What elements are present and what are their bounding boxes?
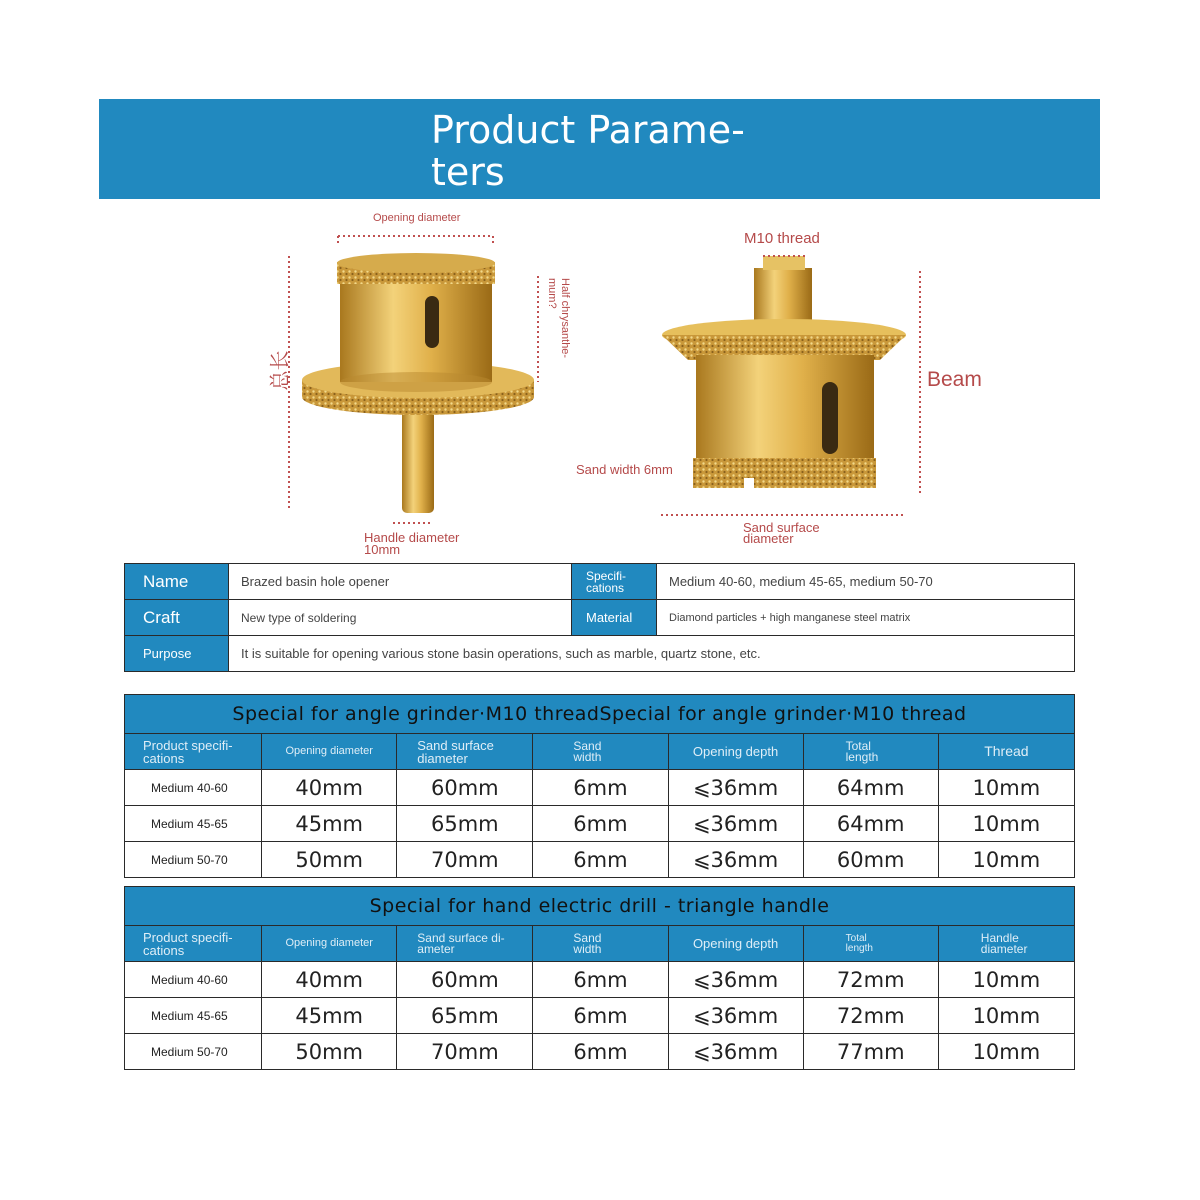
- spec-name-cell: Medium 45-65: [125, 998, 262, 1034]
- spec-name-cell: Medium 50-70: [125, 1034, 262, 1070]
- specifications-value: Medium 40-60, medium 45-65, medium 50-70: [657, 564, 1075, 600]
- spec-name-cell: Medium 50-70: [125, 842, 262, 878]
- angle-grinder-table-title: Special for angle grinder·M10 threadSpecial for angle grinder·M10 thread: [125, 695, 1075, 734]
- spec-value-cell: 10mm: [938, 806, 1074, 842]
- spec-value-cell: 60mm: [397, 962, 533, 998]
- angle-grinder-spec-table: [124, 694, 1075, 878]
- spec-value-cell: 6mm: [533, 1034, 668, 1070]
- sand-surface-diameter-label: Sand surface diameter: [743, 520, 820, 546]
- spec-value-cell: 64mm: [803, 770, 938, 806]
- col-header: Opening depth: [668, 926, 803, 962]
- col-header: Sand surface di- ameter: [397, 926, 533, 962]
- spec-value-cell: 6mm: [533, 806, 668, 842]
- spec-value-cell: 45mm: [262, 998, 397, 1034]
- craft-value: New type of soldering: [229, 600, 572, 636]
- col-header: Sand width: [533, 734, 668, 770]
- spec-value-cell: 60mm: [397, 770, 533, 806]
- col-header: Opening diameter: [262, 926, 397, 962]
- spec-value-cell: 6mm: [533, 842, 668, 878]
- electric-drill-table-title: Special for hand electric drill - triangle handle: [125, 887, 1075, 926]
- spec-value-cell: ⩽36mm: [668, 806, 803, 842]
- angle-grinder-table-body: [125, 770, 1075, 878]
- spec-value-cell: ⩽36mm: [668, 842, 803, 878]
- table-header-row: [125, 926, 1075, 962]
- opening-diameter-label: Opening diameter: [373, 212, 461, 224]
- spec-value-cell: 40mm: [262, 770, 397, 806]
- table-row: [125, 806, 1075, 842]
- col-header: Total length: [803, 926, 938, 962]
- spec-value-cell: 70mm: [397, 842, 533, 878]
- info-row: [125, 564, 1075, 600]
- spec-value-cell: 6mm: [533, 770, 668, 806]
- sand-width-label: Sand width 6mm: [576, 462, 673, 477]
- spec-value-cell: 72mm: [803, 998, 938, 1034]
- spec-value-cell: 60mm: [803, 842, 938, 878]
- spec-value-cell: 10mm: [938, 962, 1074, 998]
- spec-value-cell: 40mm: [262, 962, 397, 998]
- col-header: Opening depth: [668, 734, 803, 770]
- spec-value-cell: 6mm: [533, 962, 668, 998]
- spec-name-cell: Medium 40-60: [125, 962, 262, 998]
- col-header: Sand surface diameter: [397, 734, 533, 770]
- spec-name-cell: Medium 40-60: [125, 770, 262, 806]
- electric-drill-table-body: [125, 962, 1075, 1070]
- spec-value-cell: 64mm: [803, 806, 938, 842]
- spec-value-cell: ⩽36mm: [668, 1034, 803, 1070]
- spec-value-cell: 50mm: [262, 1034, 397, 1070]
- total-length-label: 总长: [267, 350, 292, 391]
- beam-label: Beam: [927, 368, 982, 391]
- table-title-row: [125, 695, 1075, 734]
- col-header: Sand width: [533, 926, 668, 962]
- spec-value-cell: 65mm: [397, 998, 533, 1034]
- col-header: Total length: [803, 734, 938, 770]
- spec-value-cell: 45mm: [262, 806, 397, 842]
- spec-value-cell: 6mm: [533, 998, 668, 1034]
- table-row: [125, 770, 1075, 806]
- spec-name-cell: Medium 45-65: [125, 806, 262, 842]
- spec-value-cell: 10mm: [938, 770, 1074, 806]
- col-header: Opening diameter: [262, 734, 397, 770]
- table-title-row: [125, 887, 1075, 926]
- spec-value-cell: 72mm: [803, 962, 938, 998]
- product-info-table: [124, 563, 1075, 672]
- spec-value-cell: 10mm: [938, 1034, 1074, 1070]
- half-chrysanthemum-label: Half chrysanthe- mum?: [546, 278, 571, 359]
- info-row: [125, 636, 1075, 672]
- table-row: [125, 962, 1075, 998]
- spec-value-cell: 65mm: [397, 806, 533, 842]
- spec-value-cell: 10mm: [938, 842, 1074, 878]
- table-row: [125, 842, 1075, 878]
- col-header: Product specifi- cations: [125, 734, 262, 770]
- purpose-key: Purpose: [125, 636, 229, 672]
- name-value: Brazed basin hole opener: [229, 564, 572, 600]
- col-header: Product specifi- cations: [125, 926, 262, 962]
- table-row: [125, 1034, 1075, 1070]
- info-row: [125, 600, 1075, 636]
- col-header: Handle diameter: [938, 926, 1074, 962]
- col-header: Thread: [938, 734, 1074, 770]
- specifications-key: Specifi- cations: [572, 564, 657, 600]
- material-key: Material: [572, 600, 657, 636]
- name-key: Name: [125, 564, 229, 600]
- material-value: Diamond particles + high manganese steel matrix: [657, 600, 1075, 636]
- purpose-value: It is suitable for opening various stone basin operations, such as marble, quartz stone, etc.: [229, 636, 1075, 672]
- m10-thread-label: M10 thread: [744, 230, 820, 247]
- spec-value-cell: 70mm: [397, 1034, 533, 1070]
- page-title: Product Parame- ters: [431, 108, 745, 194]
- spec-value-cell: ⩽36mm: [668, 770, 803, 806]
- spec-value-cell: 50mm: [262, 842, 397, 878]
- spec-value-cell: ⩽36mm: [668, 962, 803, 998]
- left-tool-illustration: [302, 253, 534, 513]
- table-header-row: [125, 734, 1075, 770]
- table-row: [125, 998, 1075, 1034]
- spec-value-cell: ⩽36mm: [668, 998, 803, 1034]
- electric-drill-spec-table: [124, 886, 1075, 1070]
- handle-diameter-label: Handle diameter 10mm: [364, 530, 460, 557]
- spec-value-cell: 77mm: [803, 1034, 938, 1070]
- right-tool-illustration: [662, 256, 906, 488]
- craft-key: Craft: [125, 600, 229, 636]
- spec-value-cell: 10mm: [938, 998, 1074, 1034]
